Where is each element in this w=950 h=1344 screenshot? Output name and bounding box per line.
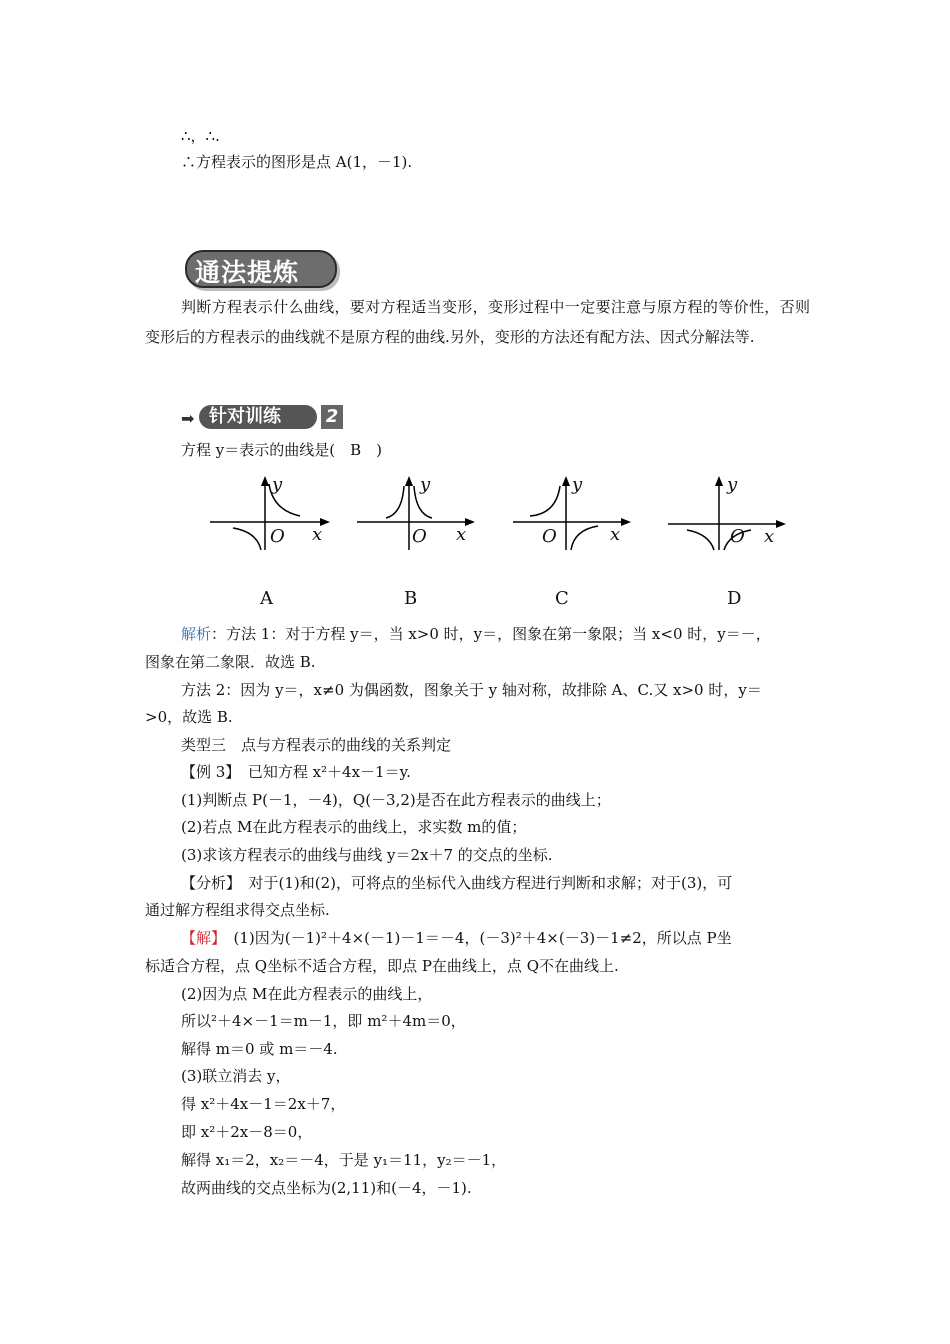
training-number: 2 [321,405,343,429]
solution-line-2: 图象在第二象限．故选 B. [145,653,316,671]
graph-d-y-label: y [727,474,738,495]
summary-paragraph: 判断方程表示什么曲线，要对方程适当变形，变形过程中一定要注意与原方程的等价性，否则变形后的方程表示的曲线就不是原方程的曲线.另外，变形的方法还有配方法、因式分解法等. [145,298,810,346]
graph-d-x-label: x [764,526,775,547]
question-text: 方程 y＝表示的曲线是( B ) [181,441,382,459]
graph-a-label: A [260,588,273,609]
answer-line-2: 标适合方程，点 Q坐标不适合方程，即点 P在曲线上，点 Q不在曲线上. [145,957,619,975]
graph-b-x-label: x [456,524,467,545]
arrow-icon: ➡ [181,409,195,428]
example-q2: (2)若点 M在此方程表示的曲线上，求实数 m的值； [181,818,527,836]
graph-c-origin: O [542,526,557,547]
conclusion-line: ∴方程表示的图形是点 A(1，－1). [181,153,413,171]
graph-b-label: B [404,588,418,609]
example-statement: 已知方程 x²＋4x－1＝y. [232,763,411,781]
type3-title: 类型三 点与方程表示的曲线的关系判定 [181,736,452,754]
answer-line-7: 得 x²＋4x－1＝2x＋7， [181,1095,346,1113]
graph-b-origin: O [412,526,427,547]
graph-a-origin: O [270,526,285,547]
example-q3: (3)求该方程表示的曲线与曲线 y＝2x＋7 的交点的坐标. [181,846,553,864]
example-header [181,762,411,782]
answer-line-9: 解得 x₁＝2，x₂＝－4，于是 y₁＝11，y₂＝－1， [181,1151,507,1169]
graph-a-x-label: x [312,524,323,545]
answer-line-4: 所以²＋4×－1＝m－1，即 m²＋4m＝0， [181,1012,466,1030]
answer-line-8: 即 x²＋2x－8＝0， [181,1123,313,1141]
graph-a-y-label: y [272,474,283,495]
banner-label: 通法提炼 [195,258,300,287]
example-label: 【例 3】 [181,763,233,781]
answer-line-10: 故两曲线的交点坐标为(2,11)和(－4，－1). [181,1179,472,1197]
graph-c-label: C [555,588,569,609]
solution-line-1 [181,624,771,644]
answer-line-5: 解得 m＝0 或 m＝－4. [181,1040,338,1058]
analysis-line-1: 【分析】 对于(1)和(2)，可将点的坐标代入曲线方程进行判断和求解；对于(3)，可 [181,874,733,892]
analysis-line-2: 通过解方程组求得交点坐标. [145,901,330,919]
solution-head: 解析 [181,625,212,643]
solution-line-4: >0，故选 B. [145,708,233,726]
answer-line-1 [181,928,732,948]
solution-line-3: 方法 2：因为 y＝，x≠0 为偶函数，图象关于 y 轴对称，故排除 A、C.又 x>0 时，y＝ [181,681,762,699]
answer-line-6: (3)联立消去 y， [181,1067,291,1085]
answer-head: 【解】 [181,929,219,947]
method-summary-banner [185,248,335,288]
graph-d-label: D [727,588,742,609]
answer-line-3: (2)因为点 M在此方程表示的曲线上， [181,985,433,1003]
graph-b-y-label: y [420,474,431,495]
training-label: 针对训练 [199,405,317,429]
graph-d-origin: O [730,526,745,547]
graph-c-y-label: y [572,474,583,495]
example-q1: (1)判断点 P(－1，－4)，Q(－3,2)是否在此方程表示的曲线上； [181,791,611,809]
graph-c-x-label: x [610,524,621,545]
solution-line-1-text: ：方法 1：对于方程 y＝，当 x>0 时，y＝，图象在第一象限；当 x<0 时，y＝－， [211,625,771,643]
answer-line-1-text: (1)因为(－1)²＋4×(－1)－1＝－4，(－3)²＋4×(－3)－1≠2，所以点 P坐 [218,929,732,947]
therefore-line: ∴，∴. [181,127,220,145]
